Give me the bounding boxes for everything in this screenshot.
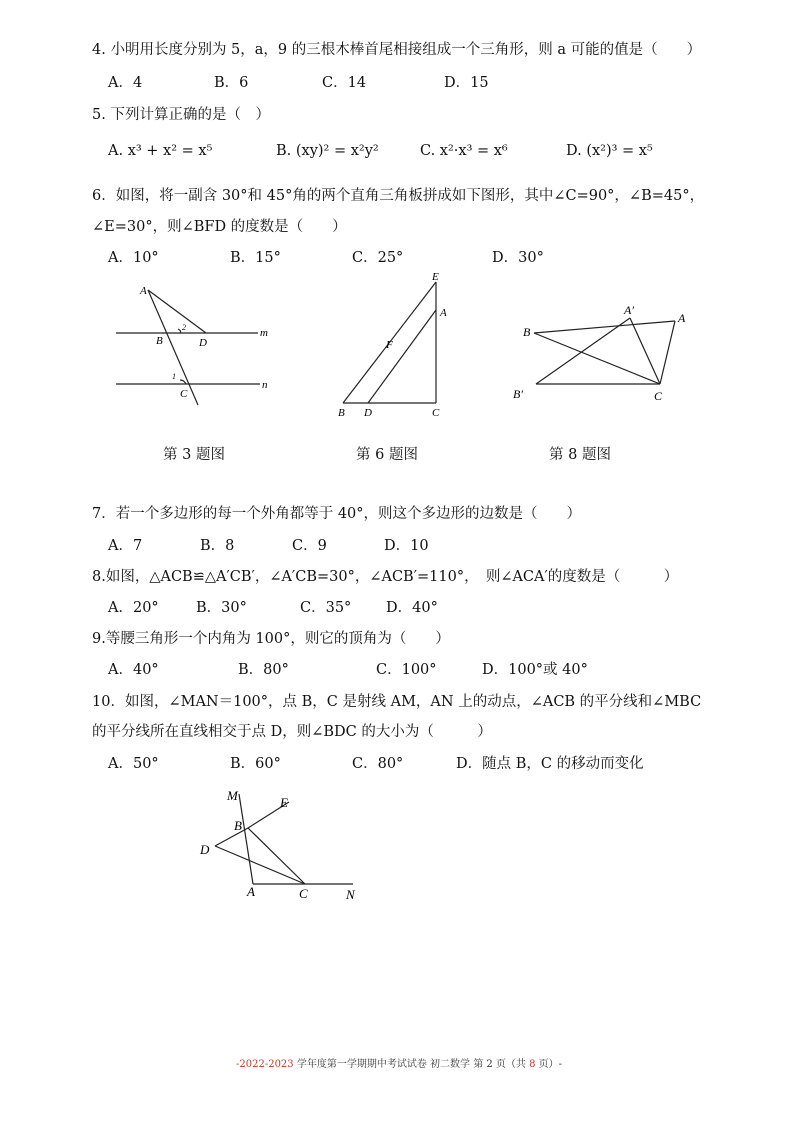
q10-option-b: B．60° xyxy=(230,756,281,772)
q4-stem: 4. 小明用长度分别为 5，a，9 的三根木棒首尾相接组成一个三角形，则 a 可能的值是（ ） xyxy=(92,42,702,58)
q7-stem: 7．若一个多边形的每一个外角都等于 40°，则这个多边形的边数是（ ） xyxy=(92,506,582,522)
q9-option-d: D．100°或 40° xyxy=(482,662,588,678)
q10-option-c: C．80° xyxy=(352,756,404,772)
q9-stem: 9.等腰三角形一个内角为 100°，则它的顶角为（ ） xyxy=(92,631,450,647)
label-f: F xyxy=(386,339,393,351)
footer-year: -2022-2023 xyxy=(236,1059,294,1070)
figure-q3 xyxy=(108,280,288,415)
q8-option-a: A．20° xyxy=(108,600,159,616)
label-a: A xyxy=(440,307,447,319)
figure-q6 xyxy=(328,270,458,420)
q8-option-b: B．30° xyxy=(196,600,247,616)
label-b-prime: B′ xyxy=(513,387,523,401)
figure-q8 xyxy=(510,298,700,410)
label-angle-1: 1 xyxy=(172,372,176,381)
transversal-ac xyxy=(148,290,198,405)
q6-stem-line2: ∠E=30°，则∠BFD 的度数是（ ） xyxy=(92,219,347,235)
q5-option-b: B. (xy)² = x²y² xyxy=(276,143,379,159)
label-a: A xyxy=(140,285,147,297)
q4-option-d: D．15 xyxy=(444,75,489,91)
page-footer xyxy=(236,1055,562,1070)
q7-option-d: D．10 xyxy=(384,538,429,554)
label-d: D xyxy=(200,842,210,857)
label-a: A xyxy=(247,884,255,899)
label-angle-2: 2 xyxy=(182,323,186,332)
q5-option-a: A. x³ + x² = x⁵ xyxy=(108,143,213,159)
figure-q10 xyxy=(195,784,375,904)
label-n: N xyxy=(346,887,355,902)
q7-option-b: B．8 xyxy=(200,538,235,554)
footer-total-pages: 8 xyxy=(529,1059,536,1070)
q5-stem: 5. 下列计算正确的是（ ） xyxy=(92,107,270,123)
q9-option-c: C．100° xyxy=(376,662,437,678)
q4-option-c: C．14 xyxy=(322,75,367,91)
ray-am xyxy=(239,794,253,884)
segment-ac xyxy=(660,321,675,384)
caption-fig8: 第 8 题图 xyxy=(549,447,611,463)
footer-text-1: 学年度第一学期期中考试试卷 初二数学 第 2 页（共 xyxy=(293,1059,530,1070)
q10-stem-line2: 的平分线所在直线相交于点 D，则∠BDC 的大小为（ ） xyxy=(92,724,492,740)
label-e: E xyxy=(432,271,439,283)
q8-option-c: C．35° xyxy=(300,600,352,616)
label-c: C xyxy=(299,886,308,901)
q10-stem-line1: 10．如图，∠MAN＝100°，点 B，C 是射线 AM，AN 上的动点，∠ACB 的平分线和∠MBC xyxy=(92,694,702,710)
q8-stem: 8.如图，△ACB≌△A′CB′，∠A′CB=30°，∠ACB′=110°， 则∠ACA′的度数是（ ） xyxy=(92,569,679,585)
angle-arc-2 xyxy=(178,329,181,333)
segment-b1a1 xyxy=(536,318,630,384)
q10-option-a: A．50° xyxy=(108,756,159,772)
label-c: C xyxy=(432,407,440,419)
label-b: B xyxy=(523,325,531,339)
q10-option-d: D．随点 B，C 的移动而变化 xyxy=(456,756,644,772)
label-d: D xyxy=(199,337,207,349)
q7-option-c: C．9 xyxy=(292,538,327,554)
angle-arc-1 xyxy=(180,380,186,384)
q4-option-b: B．6 xyxy=(214,75,249,91)
q5-option-c: C. x²·x³ = x⁶ xyxy=(420,143,508,159)
label-a: A xyxy=(678,311,686,325)
q6-option-a: A．10° xyxy=(108,250,159,266)
label-m: m xyxy=(260,327,268,339)
label-b: B xyxy=(234,818,242,833)
caption-fig6: 第 6 题图 xyxy=(356,447,418,463)
label-b: B xyxy=(338,407,345,419)
label-b: B xyxy=(156,335,163,347)
q7-option-a: A．7 xyxy=(108,538,143,554)
q6-option-c: C．25° xyxy=(352,250,404,266)
label-d: D xyxy=(364,407,372,419)
label-c: C xyxy=(654,389,663,403)
q6-option-d: D．30° xyxy=(492,250,544,266)
q5-option-d: D. (x²)³ = x⁵ xyxy=(566,143,653,159)
label-m: M xyxy=(227,788,238,803)
label-e: E xyxy=(280,795,288,810)
q6-stem-line1: 6．如图，将一副含 30°和 45°角的两个直角三角板拼成如下图形，其中∠C=90°，∠B=45°， xyxy=(92,188,705,204)
q8-option-d: D．40° xyxy=(386,600,438,616)
segment-bc xyxy=(248,828,305,884)
segment-dc xyxy=(215,846,305,884)
q6-option-b: B．15° xyxy=(230,250,281,266)
q9-option-b: B．80° xyxy=(238,662,289,678)
caption-fig3: 第 3 题图 xyxy=(163,447,225,463)
label-a-prime: A′ xyxy=(624,303,634,317)
segment-ba xyxy=(534,321,675,333)
segment-db xyxy=(215,828,248,846)
footer-text-2: 页）- xyxy=(535,1059,563,1070)
label-n: n xyxy=(262,379,268,391)
q9-option-a: A．40° xyxy=(108,662,159,678)
label-c: C xyxy=(180,388,188,400)
q4-option-a: A．4 xyxy=(108,75,143,91)
